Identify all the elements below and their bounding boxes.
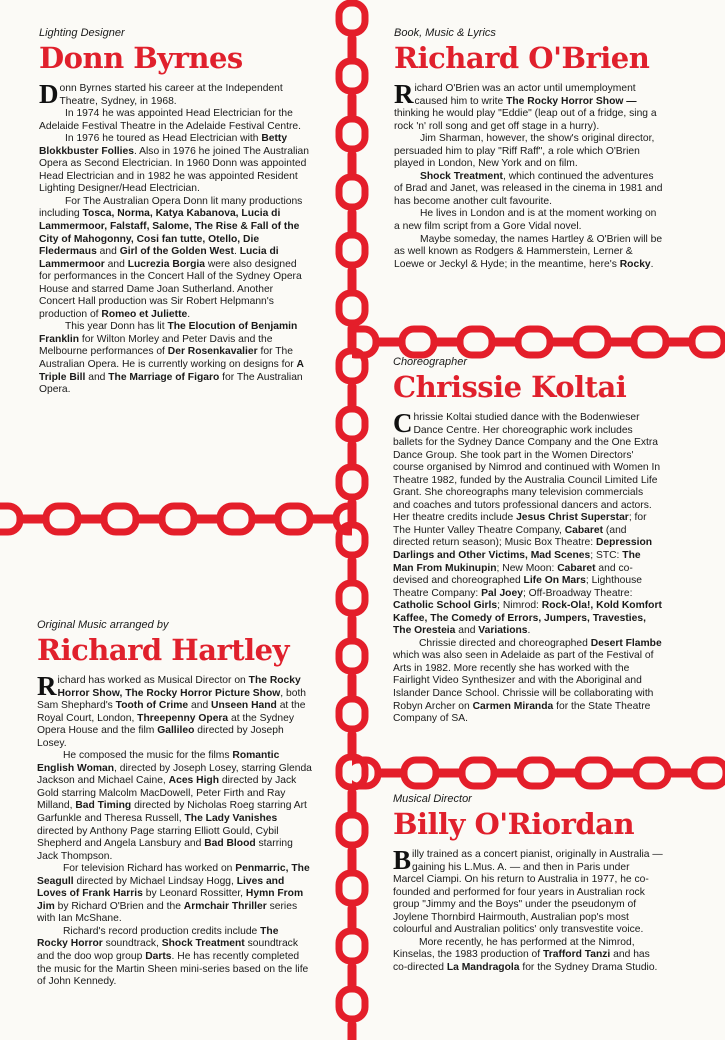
text-run: ; STC: — [590, 550, 623, 562]
text-run: starring Jack Thompson. — [37, 838, 293, 862]
text-run: ; New Moon: — [496, 562, 558, 574]
bio-paragraph — [394, 79, 664, 133]
bold-title: Cabaret — [564, 524, 604, 536]
bold-title: Jesus Christ Superstar — [516, 512, 629, 524]
bio-chrissie-koltai — [393, 356, 663, 726]
bold-title: Unseen Hand — [211, 700, 277, 712]
text-run: illy trained as a concert pianist, originally in Australia — gaining his L.Mus. A. — and then in Paris under Marcel Ciampi. On his return to Australia in 1977, he co-founded and performed for four years in Australian rock group "Jimmy and the Boys" under the pseudonym of Joylene Thornbird Hairmouth, Australian pop's most colourful and Australian politics' only transvestite voice. — [393, 849, 663, 936]
text-run: and — [188, 700, 212, 712]
text-run: ichard has worked as Musical Director on — [57, 675, 249, 686]
bold-title: Bad Timing — [75, 800, 132, 812]
text-run: directed by Michael Lindsay Hogg, — [73, 875, 237, 887]
role-label: Book, Music & Lyrics — [394, 27, 496, 39]
bold-title: Girl of the Golden West — [119, 246, 234, 258]
text-run: . — [187, 308, 191, 320]
bold-title: Cabaret — [557, 562, 596, 574]
bio-richard-hartley — [37, 619, 312, 989]
bio-paragraph — [39, 79, 311, 109]
chain-link — [694, 760, 725, 786]
bold-title: Lucrezia Borgia — [127, 258, 205, 270]
bold-title: The Elocution of Benjamin Franklin — [39, 321, 298, 345]
chain-link — [0, 506, 20, 532]
bio-paragraph — [39, 108, 311, 133]
text-run: for The Australian Opera. He is currently working on designs for — [39, 346, 297, 371]
text-run: which was also seen in Adelaide as part of the Festival of Arts in 1982. More recently she has worked with the Fairlight Video Synthesizer and with the Aboriginal and Islander Dance School. Chrissie will be collaborating with Robyn Archer on — [393, 650, 654, 712]
text-run: In 1976 he toured as Head Electrician with — [65, 133, 262, 145]
bold-title: Trafford Tanzi — [542, 949, 611, 961]
chain-link — [348, 1020, 357, 1040]
text-run: directed by Jack Gold starring Malcolm MacDowell, Peter Firth and Ray Milland, — [37, 775, 297, 812]
chain-link — [339, 235, 365, 265]
bold-title: Tosca, Norma, Katya Kabanova, Lucia di Lammermoor, Falstaff, Salome, The Rise & Fall of the City of Mahogonny, Cosi fan tutte, Otello, Die Fledermaus — [39, 208, 300, 258]
text-run: , both Sam Shephard's — [37, 687, 307, 712]
text-run: and co-devised and choreographed — [393, 562, 633, 587]
bold-title: The Rocky Horror Show, The Rocky Horror Picture Show — [57, 675, 301, 699]
bio-paragraph — [393, 845, 663, 937]
person-name: Billy O'Riordan — [393, 807, 635, 841]
text-run: This year Donn has lit — [65, 321, 168, 333]
text-run: at the Royal Court, London, — [37, 700, 306, 724]
chain-link — [578, 760, 610, 786]
chain-link — [634, 329, 666, 355]
chain-link — [104, 506, 136, 532]
person-name: Richard O'Brien — [394, 41, 650, 75]
text-run: Maybe someday, the names Hartley & O'Brien will be as well known as Rodgers & Hammerstein, Lerner & Loewe or Jeckyl & Hyde; in the meantime, here's — [394, 233, 663, 270]
bold-title: Tooth of Crime — [115, 700, 189, 712]
bio-paragraph — [393, 408, 663, 638]
chain-link — [692, 329, 724, 355]
text-run: soundtrack, — [102, 938, 162, 950]
bold-title: Catholic School Girls — [393, 600, 498, 612]
text-run: and — [455, 625, 479, 637]
bold-title: Hymn From Jim — [37, 888, 304, 912]
bio-paragraph — [394, 171, 664, 209]
drop-cap: R — [37, 671, 57, 701]
bold-title: A Triple Bill — [39, 359, 304, 383]
chain-link — [520, 760, 552, 786]
chain-link — [336, 506, 352, 532]
role-label: Lighting Designer — [39, 27, 125, 39]
chain-link — [46, 506, 78, 532]
bold-title: Threepenny Opera — [137, 712, 229, 724]
text-run: , directed by Joseph Losey, starring Glenda Jackson and Michael Caine, — [37, 762, 312, 787]
bold-title: The Lady Vanishes — [184, 813, 278, 825]
chain-lower-right — [352, 753, 725, 793]
bio-paragraph — [394, 133, 664, 171]
bold-title: Desert Flambe — [590, 637, 662, 649]
text-run: and has co-directed — [393, 949, 650, 973]
text-run: for the Sydney Drama Studio. — [519, 961, 658, 973]
chain-link — [339, 931, 365, 961]
bold-title: Bad Blood — [204, 838, 256, 850]
bold-title: Pal Joey — [481, 587, 523, 599]
text-run: onn Byrnes started his career at the Independent Theatre, Sydney, in 1968. — [59, 83, 283, 107]
chain-link — [339, 989, 365, 1019]
text-run: More recently, he has performed at the Nimrod, Kinselas, the 1983 production of — [393, 936, 635, 961]
bio-text — [39, 79, 311, 397]
bold-title: Shock Treatment — [420, 170, 503, 182]
bio-text — [393, 845, 663, 974]
text-run: directed by Anthony Page starring Elliott Gould, Cybil Shepherd and Angela Lansbury and — [37, 825, 279, 850]
text-run: . — [527, 625, 531, 637]
text-run: were also designed for performances in the Concert Hall of the Sydney Opera House and starred Dame Joan Sutherland. Another Concert Hall production was Sir Robert Helpmann's production of — [39, 258, 302, 320]
bio-paragraph — [394, 208, 664, 233]
chain-link — [352, 760, 378, 786]
bio-paragraph — [37, 863, 312, 926]
text-run: (and directed return season); Music Box Theatre: — [393, 524, 627, 549]
text-run: . — [233, 246, 240, 258]
person-name: Donn Byrnes — [39, 41, 243, 75]
bio-text — [393, 408, 663, 726]
text-run: . Also in 1976 he joined The Australian Opera as Second Electrician. In 1960 Donn was appointed Head Electrician and in 1982 he was appointed Resident Lighting Designer/Head Electrician. — [39, 145, 309, 195]
chain-link — [339, 119, 365, 149]
text-run: for Wilton Morley and Peter Davis and the Melbourne performances of — [39, 333, 273, 358]
bold-title: Lucia di Lammermoor — [39, 246, 279, 270]
chain-link — [339, 699, 365, 729]
bold-title: Rocky — [619, 258, 651, 270]
bold-title: Depression Darlings and Other Victims, Mad Scenes — [393, 537, 653, 562]
chain-link — [339, 467, 365, 497]
text-run: thinking he would play "Eddie" (leap out of a fridge, sing a rock 'n' roll song and get off stage in a hurry). — [394, 108, 657, 132]
chain-link — [339, 3, 365, 33]
role-label: Musical Director — [393, 793, 472, 805]
text-run: . — [650, 258, 654, 270]
bio-paragraph — [394, 234, 664, 272]
person-name: Chrissie Koltai — [393, 370, 627, 404]
text-run: and — [96, 246, 120, 258]
text-run: Richard's record production credits include — [63, 925, 261, 937]
bold-title: Lives and Loves of Frank Harris — [37, 875, 285, 900]
bio-paragraph — [37, 750, 312, 863]
bold-title: Penmarric, The Seagull — [37, 863, 310, 887]
bio-paragraph — [39, 196, 311, 321]
bio-richard-obrien — [394, 27, 664, 271]
bold-title: The Marriage of Figaro — [108, 371, 220, 383]
chain-middle-left — [0, 494, 352, 544]
bio-text — [394, 79, 664, 271]
bold-title: Der Rosenkavalier — [167, 346, 258, 358]
bio-billy-oriordan — [393, 793, 663, 974]
text-run: at the Sydney Opera House and the film — [37, 712, 294, 737]
chain-link — [404, 760, 436, 786]
text-run: He composed the music for the films — [63, 750, 233, 762]
text-run: For The Australian Opera Donn lit many productions including — [39, 195, 303, 220]
chain-link — [576, 329, 608, 355]
drop-cap: D — [39, 79, 59, 109]
bold-title: Variations — [478, 625, 528, 637]
text-run: ichard O'Brien was an actor until umemployment caused him to write — [414, 83, 636, 107]
bio-paragraph — [393, 937, 663, 975]
text-run: , which continued the adventures of Brad and Janet, was released in the cinema in 1981 and has become another cult favourite. — [394, 170, 663, 207]
bio-paragraph — [37, 671, 312, 750]
chain-link — [339, 641, 365, 671]
chain-link — [339, 873, 365, 903]
role-label: Choreographer — [393, 356, 467, 368]
bold-title: Romantic English Woman — [37, 750, 280, 774]
bold-title: Gallileo — [157, 725, 195, 737]
chain-link — [339, 815, 365, 845]
bold-title: Rock-Ola!, Kold Komfort Kaffee, The Comedy of Errors, Jumpers, Travesties, The Oresteia — [393, 600, 662, 637]
text-run: and — [85, 371, 109, 383]
bold-title: La Mandragola — [446, 961, 520, 973]
text-run: series with Ian McShane. — [37, 900, 298, 925]
bold-title: The Man From Mukinupin — [393, 550, 641, 574]
chain-link — [460, 329, 492, 355]
bold-title: Shock Treatment — [161, 938, 245, 950]
drop-cap: C — [393, 408, 413, 438]
bio-paragraph — [39, 133, 311, 196]
bio-paragraph — [37, 926, 312, 989]
text-run: He lives in London and is at the moment working on a new film script from a Gore Vidal novel. — [394, 208, 657, 233]
text-run: soundtrack and the doo wop group — [37, 938, 298, 963]
chain-link — [339, 583, 365, 613]
chain-link — [462, 760, 494, 786]
chain-link — [278, 506, 310, 532]
text-run: ; Off-Broadway Theatre: — [522, 587, 633, 599]
bold-title: Armchair Thriller — [183, 900, 267, 912]
chain-link — [339, 177, 365, 207]
bold-title: The Rocky Horror — [37, 925, 279, 950]
chain-link — [352, 329, 376, 355]
chain-link — [339, 61, 365, 91]
text-run: For television Richard has worked on — [63, 863, 236, 875]
chain-link — [636, 760, 668, 786]
chain-link — [518, 329, 550, 355]
bio-paragraph — [39, 321, 311, 396]
text-run: ; for The Hunter Valley Theatre Company, — [393, 512, 647, 536]
bold-title: Carmen Miranda — [472, 700, 554, 712]
bio-donn-byrnes — [39, 27, 311, 397]
bold-title: Life On Mars — [523, 575, 586, 587]
text-run: ; Nimrod: — [497, 600, 542, 612]
chain-link — [402, 329, 434, 355]
text-run: . He has recently completed the music for the Martin Sheen mini-series based on the life of John Kennedy. — [37, 951, 309, 988]
role-label: Original Music arranged by — [37, 619, 169, 631]
chain-link — [339, 409, 365, 439]
bold-title: The Rocky Horror Show — — [506, 95, 637, 107]
text-run: for The Australian Opera. — [39, 371, 303, 396]
drop-cap: B — [393, 845, 412, 875]
text-run: Jim Sharman, however, the show's original director, persuaded him to play "Riff Raff", a role which O'Brien played in London, New York and on film. — [394, 133, 655, 170]
text-run: directed by Joseph Losey. — [37, 725, 284, 749]
text-run: directed by Nicholas Roeg starring Art Garfunkle and Theresa Russell, — [37, 800, 307, 825]
bold-title: Betty Blokkbuster Follies — [39, 133, 288, 157]
text-run: by Leonard Rossitter, — [142, 888, 246, 900]
bold-title: Romeo et Juliette — [101, 308, 188, 320]
text-run: ; Lighthouse Theatre Company: — [393, 575, 643, 599]
bio-text — [37, 671, 312, 989]
text-run: for the State Theatre Company of SA. — [393, 700, 651, 725]
bio-paragraph — [393, 638, 663, 726]
bold-title: Darts — [145, 951, 172, 963]
person-name: Richard Hartley — [37, 633, 289, 667]
chain-link — [220, 506, 252, 532]
text-run: Chrissie directed and choreographed — [419, 637, 591, 649]
drop-cap: R — [394, 79, 414, 109]
text-run: hrissie Koltai studied dance with the Bodenwieser Dance Centre. Her choreographic work includes ballets for the Sydney Dance Company and the One Extra Dance Group. She took part in the Women Directors' course organised by Nimrod and continued with Women In Theatre 1982, funded by the Australia Council Limited Life Grant. She choreographs many television commercials and coaches and tutors professional dancers and actors. Her theatre credits include — [393, 412, 661, 524]
chain-link — [162, 506, 194, 532]
text-run: and — [104, 258, 128, 270]
text-run: by Richard O'Brien and the — [54, 900, 184, 912]
text-run: In 1974 he was appointed Head Electrician for the Adelaide Festival Theatre in the Adelaide Festival Centre. — [39, 108, 301, 132]
bold-title: Aces High — [168, 775, 220, 787]
